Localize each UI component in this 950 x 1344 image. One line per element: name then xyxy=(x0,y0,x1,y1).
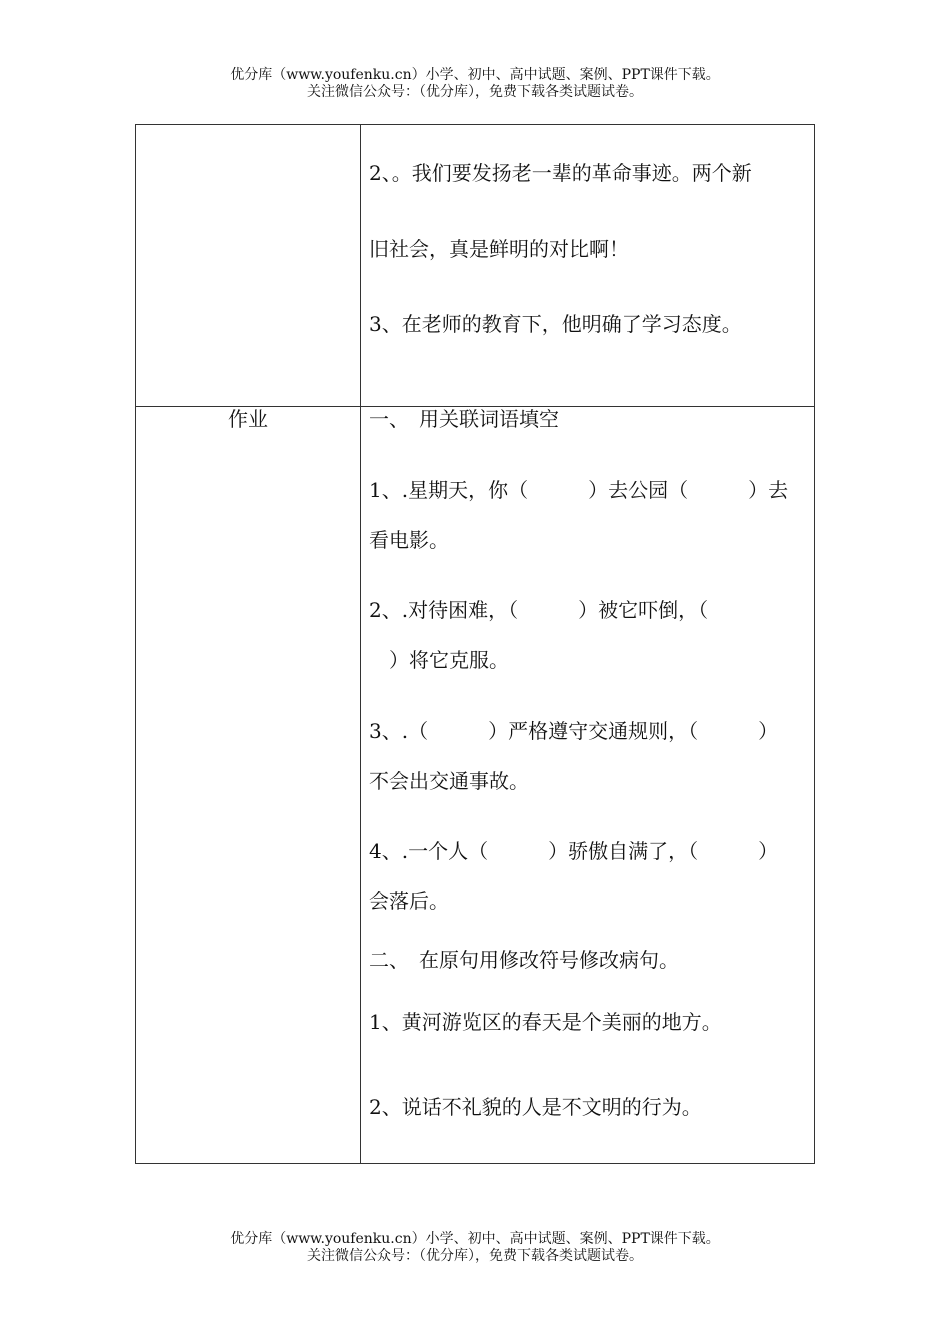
question-1-line-1: 1、.星期天，你（ ）去公园（ ）去 xyxy=(369,478,789,502)
page-header xyxy=(0,67,950,101)
footer-line-2: 关注微信公众号：（优分库），免费下载各类试题试卷。 xyxy=(307,1248,643,1264)
homework-label: 作业 xyxy=(228,407,268,431)
question-3-line-1: 3、.（ ）严格遵守交通规则，（ ） xyxy=(369,719,779,743)
question-3-line-2: 不会出交通事故。 xyxy=(369,769,529,793)
row1-line-3: 3、在老师的教育下，他明确了学习态度。 xyxy=(369,312,742,336)
section-2-heading: 二、 在原句用修改符号修改病句。 xyxy=(369,948,679,972)
correction-2: 2、说话不礼貌的人是不文明的行为。 xyxy=(369,1095,702,1119)
question-4-line-2: 会落后。 xyxy=(369,889,449,913)
column-divider xyxy=(360,125,361,1163)
header-line-2: 关注微信公众号：（优分库），免费下载各类试题试卷。 xyxy=(307,84,643,100)
correction-1: 1、黄河游览区的春天是个美丽的地方。 xyxy=(369,1010,722,1034)
question-2-line-2: ）将它克服。 xyxy=(369,648,509,672)
section-1-heading: 一、 用关联词语填空 xyxy=(369,407,559,431)
question-4-line-1: 4、.一个人（ ）骄傲自满了，（ ） xyxy=(369,839,779,863)
question-1-line-2: 看电影。 xyxy=(369,528,449,552)
question-2-line-1: 2、.对待困难，（ ）被它吓倒，（ xyxy=(369,598,709,622)
worksheet-table xyxy=(135,124,815,1164)
footer-line-1: 优分库（www.youfenku.cn）小学、初中、高中试题、案例、PPT课件下载。 xyxy=(230,1231,720,1247)
row1-line-1: 2、。我们要发扬老一辈的革命事迹。两个新 xyxy=(369,161,752,185)
header-line-1: 优分库（www.youfenku.cn）小学、初中、高中试题、案例、PPT课件下载。 xyxy=(230,67,720,83)
page-footer xyxy=(0,1231,950,1265)
row1-line-2: 旧社会，真是鲜明的对比啊！ xyxy=(369,237,629,261)
